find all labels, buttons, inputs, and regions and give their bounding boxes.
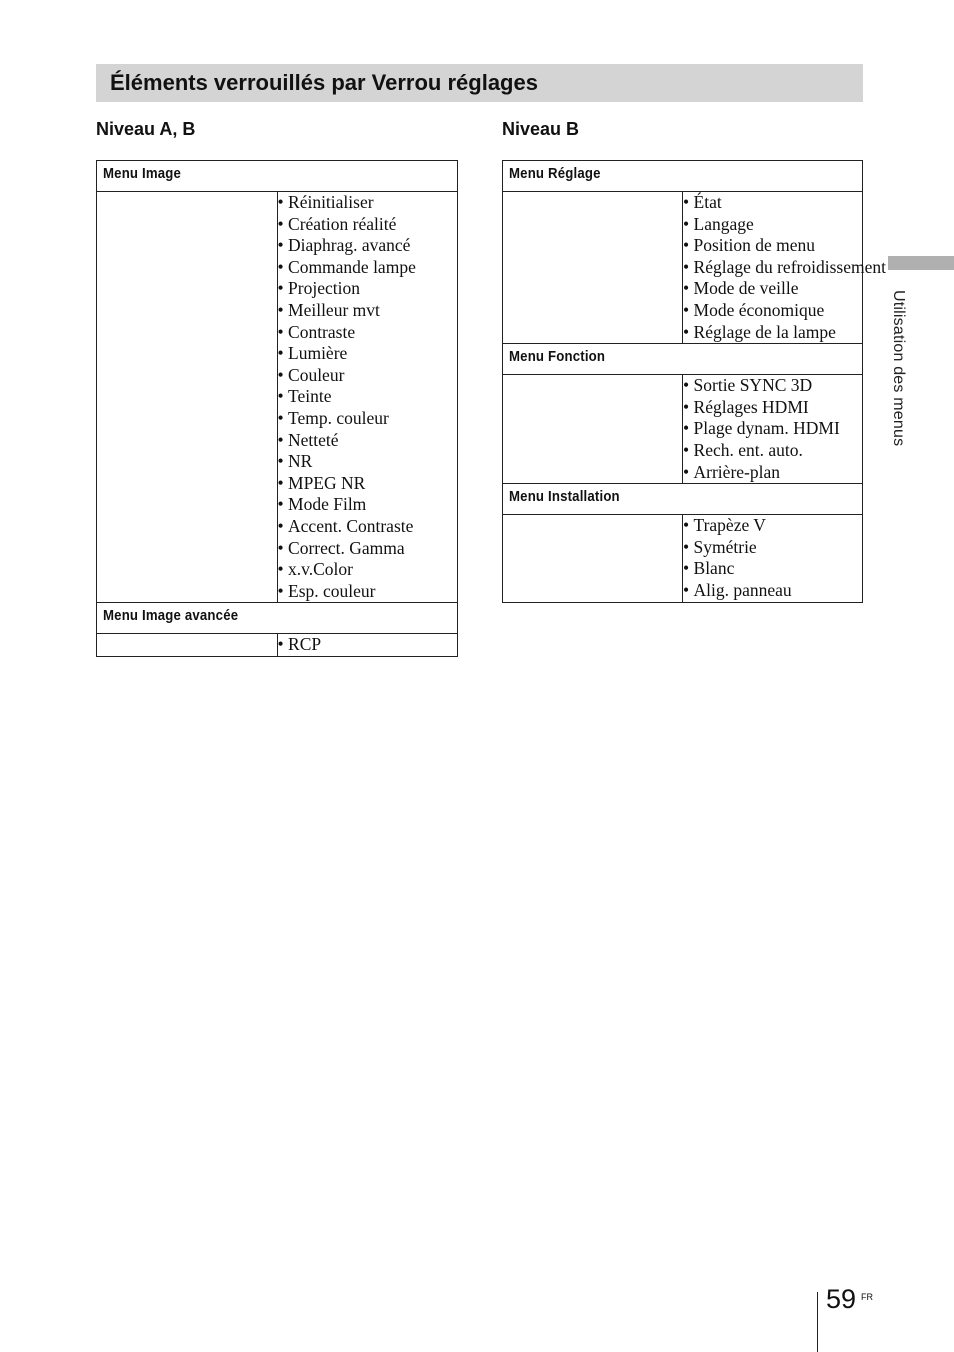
menu-item: • Lumière xyxy=(278,343,458,365)
menu-item: • Diaphrag. avancé xyxy=(278,235,458,257)
menu-item: • Réglages HDMI xyxy=(683,397,862,419)
menu-item-list xyxy=(278,192,458,602)
menu-section-header xyxy=(503,484,863,515)
menu-item: • Temp. couleur xyxy=(278,408,458,430)
menu-item: • Mode Film xyxy=(278,494,458,516)
right-menu-table xyxy=(502,160,886,603)
menu-section-body-row xyxy=(503,515,863,602)
menu-item: • Netteté xyxy=(278,430,458,452)
menu-section-name: Menu Réglage xyxy=(509,165,601,182)
menu-section-body-row xyxy=(503,192,863,344)
menu-item: • Mode de veille xyxy=(683,278,862,300)
left-menu-table xyxy=(96,160,458,657)
menu-section-header-row xyxy=(97,161,458,192)
indent-cell xyxy=(97,634,278,657)
left-column-heading: Niveau A, B xyxy=(96,119,196,139)
menu-item: • Commande lampe xyxy=(278,257,458,279)
menu-item: • Projection xyxy=(278,278,458,300)
menu-item: • NR xyxy=(278,451,458,473)
menu-section-body-row xyxy=(97,634,458,657)
menu-section-body-row xyxy=(503,375,863,484)
menu-section-header xyxy=(503,161,863,192)
section-title: Éléments verrouillés par Verrou réglages xyxy=(110,70,538,95)
page-number-rule xyxy=(817,1292,818,1352)
menu-item: • MPEG NR xyxy=(278,473,458,495)
chapter-tab-marker xyxy=(888,256,954,270)
menu-item: • Réglage de la lampe xyxy=(683,322,862,344)
menu-item: • Création réalité xyxy=(278,214,458,236)
menu-items-cell xyxy=(277,192,458,603)
menu-items-cell xyxy=(683,515,863,602)
menu-item: • Alig. panneau xyxy=(683,580,862,602)
page-language-code: FR xyxy=(861,1292,873,1302)
menu-items-cell xyxy=(683,375,863,484)
menu-section-header-row xyxy=(503,161,863,192)
menu-item: • Correct. Gamma xyxy=(278,538,458,560)
menu-item-list xyxy=(683,192,886,343)
menu-item: • x.v.Color xyxy=(278,559,458,581)
menu-section-name: Menu Installation xyxy=(509,488,620,506)
menu-item: • Arrière-plan xyxy=(683,462,862,484)
menu-item-list xyxy=(278,634,458,656)
menu-item: • Position de menu xyxy=(683,235,862,257)
menu-section-body-row xyxy=(97,192,458,603)
menu-item-list xyxy=(683,375,862,483)
menu-item: • Sortie SYNC 3D xyxy=(683,375,862,397)
menu-section-name: Menu Image xyxy=(103,165,182,182)
menu-section-header-row xyxy=(97,603,458,634)
menu-section-header xyxy=(97,161,458,192)
page-number: 59 xyxy=(826,1284,857,1314)
menu-item: • Plage dynam. HDMI xyxy=(683,418,862,440)
menu-item-list xyxy=(683,515,862,601)
menu-section-name: Menu Image avancée xyxy=(103,607,239,625)
menu-item: • Mode économique xyxy=(683,300,862,322)
menu-item: • Blanc xyxy=(683,558,862,580)
menu-item: • Contraste xyxy=(278,322,458,344)
indent-cell xyxy=(503,375,683,484)
menu-section-header-row xyxy=(503,484,863,515)
menu-section-header xyxy=(503,344,863,375)
chapter-side-label: Utilisation des menus xyxy=(890,290,907,447)
menu-item: • RCP xyxy=(278,634,458,656)
menu-item: • Rech. ent. auto. xyxy=(683,440,862,462)
menu-section-header xyxy=(97,603,458,634)
menu-item: • Symétrie xyxy=(683,537,862,559)
menu-section-header-row xyxy=(503,344,863,375)
menu-item: • Meilleur mvt xyxy=(278,300,458,322)
menu-item: • Esp. couleur xyxy=(278,581,458,603)
right-column-heading: Niveau B xyxy=(502,119,580,139)
indent-cell xyxy=(503,192,683,344)
menu-section-name: Menu Fonction xyxy=(509,348,606,366)
menu-item: • Réinitialiser xyxy=(278,192,458,214)
section-title-bar xyxy=(96,64,863,102)
menu-items-cell xyxy=(277,634,458,657)
indent-cell xyxy=(503,515,683,602)
menu-item: • Trapèze V xyxy=(683,515,862,537)
menu-item: • Accent. Contraste xyxy=(278,516,458,538)
menu-items-cell xyxy=(683,192,886,344)
menu-item: • Couleur xyxy=(278,365,458,387)
menu-item: • Teinte xyxy=(278,386,458,408)
menu-item: • Langage xyxy=(683,214,862,236)
indent-cell xyxy=(97,192,278,603)
menu-item: • État xyxy=(683,192,862,214)
menu-item: • Réglage du refroidissement xyxy=(683,257,862,279)
